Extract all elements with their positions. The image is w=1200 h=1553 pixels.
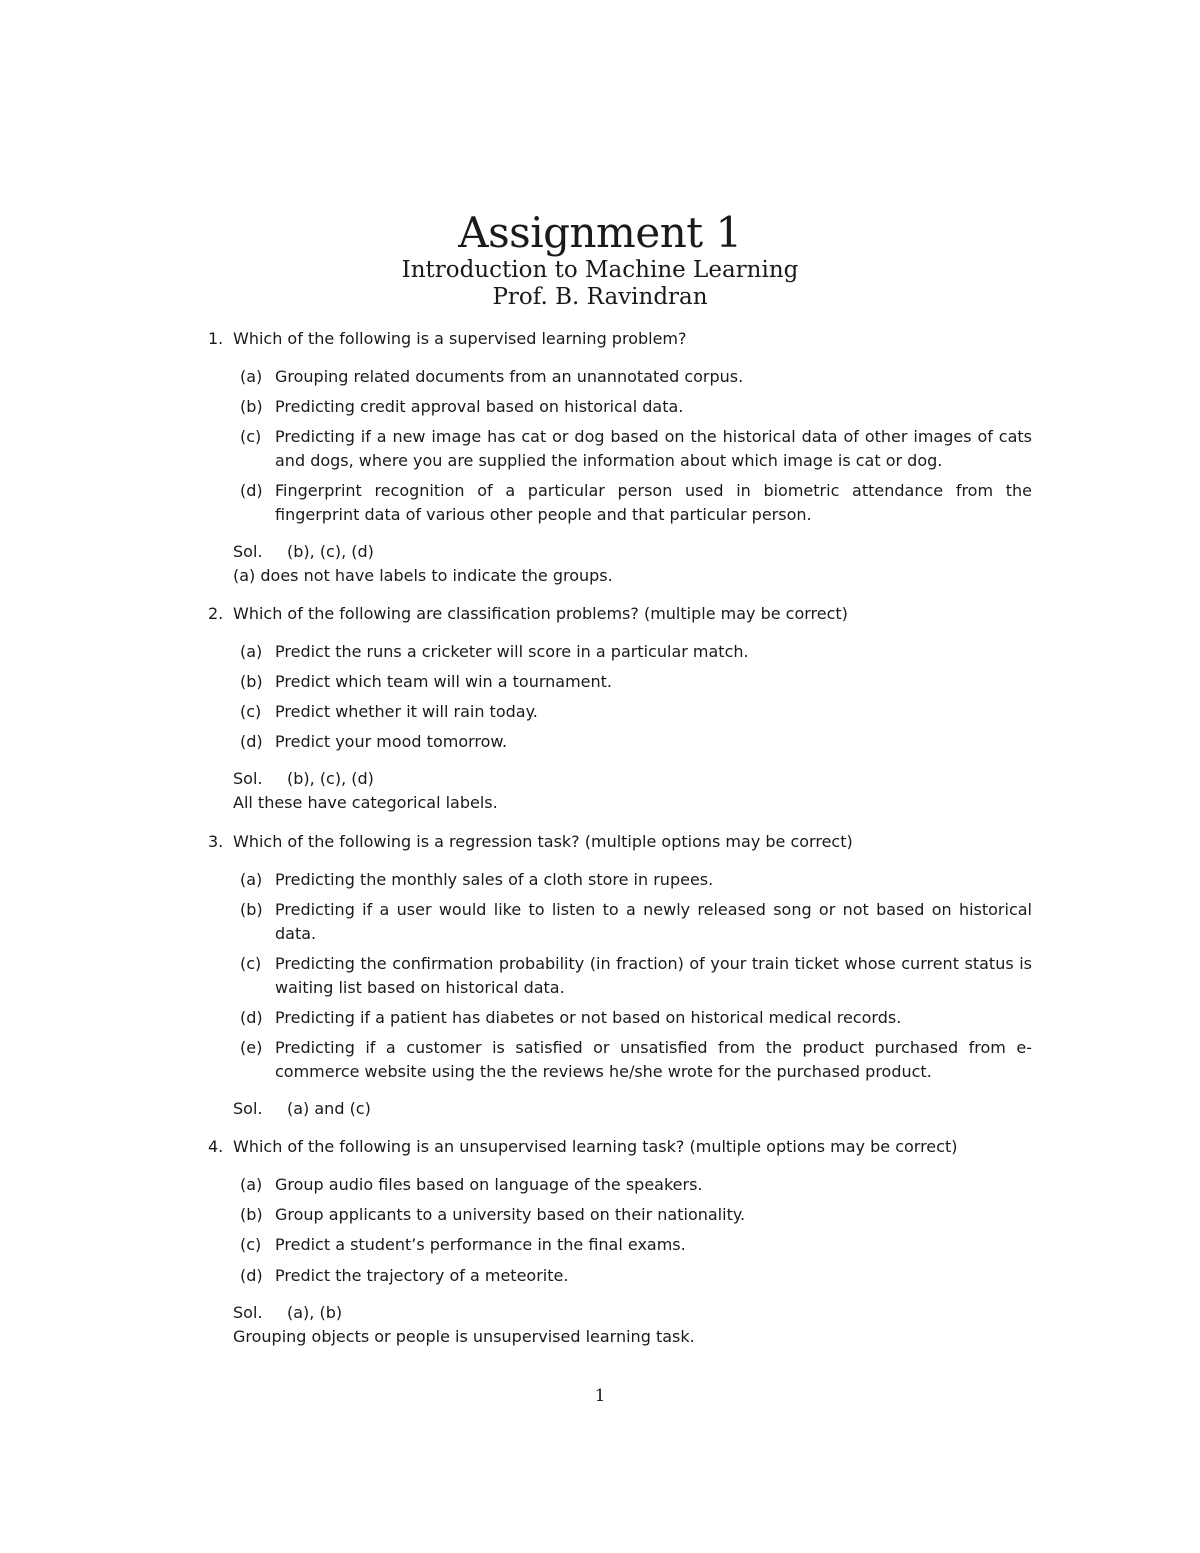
page-title: Assignment 1 — [458, 208, 742, 257]
option-label: (b) — [240, 397, 263, 416]
option-label: (a) — [240, 870, 263, 889]
option-text: Predicting if a user would like to listen to a newly released song or not based on historical data. — [275, 900, 1032, 943]
option-text: Predict whether it will rain today. — [275, 702, 538, 721]
option-text: Predict a student’s performance in the final exams. — [275, 1235, 686, 1254]
solution-label: Sol. — [233, 1099, 263, 1118]
option-text: Group applicants to a university based on their nationality. — [275, 1205, 746, 1224]
option-label: (c) — [240, 1235, 262, 1254]
question-number: 2. — [208, 604, 224, 623]
option-label: (c) — [240, 427, 262, 446]
solution-answer: (a), (b) — [287, 1303, 343, 1322]
option-text: Predict your mood tomorrow. — [275, 732, 508, 751]
solution-answer: (b), (c), (d) — [287, 542, 374, 561]
option-label: (b) — [240, 900, 263, 919]
question-text: Which of the following is a regression task? (multiple options may be correct) — [233, 832, 853, 851]
option-text: Predicting the confirmation probability (in fraction) of your train ticket whose current status is waiting list based on historical data. — [275, 954, 1032, 997]
option-label: (a) — [240, 367, 263, 386]
option-label: (e) — [240, 1038, 263, 1057]
option-label: (b) — [240, 1205, 263, 1224]
question-number: 4. — [208, 1137, 224, 1156]
instructor-name: Prof. B. Ravindran — [492, 284, 708, 310]
question-text: Which of the following is an unsupervised learning task? (multiple options may be correct) — [233, 1137, 958, 1156]
solution-line — [233, 768, 374, 790]
option-label: (d) — [240, 1266, 263, 1285]
question-number: 3. — [208, 832, 224, 851]
option-label: (d) — [240, 1008, 263, 1027]
option-label: (d) — [240, 481, 263, 500]
solution-answer: (a) and (c) — [287, 1099, 371, 1118]
option-text: Predict which team will win a tournament. — [275, 672, 613, 691]
option-text: Predicting if a customer is satisfied or unsatisfied from the product purchased from e-commerce website using the the reviews he/she wrote for the purchased product. — [275, 1038, 1032, 1081]
solution-explanation: All these have categorical labels. — [233, 793, 498, 812]
solution-explanation: (a) does not have labels to indicate the groups. — [233, 566, 613, 585]
option-text: Predict the runs a cricketer will score in a particular match. — [275, 642, 749, 661]
option-label: (d) — [240, 732, 263, 751]
option-label: (c) — [240, 702, 262, 721]
option-text: Group audio files based on language of the speakers. — [275, 1175, 703, 1194]
option-label: (b) — [240, 672, 263, 691]
option-text: Grouping related documents from an unannotated corpus. — [275, 367, 744, 386]
solution-line — [233, 541, 374, 563]
solution-answer: (b), (c), (d) — [287, 769, 374, 788]
option-text: Predicting credit approval based on historical data. — [275, 397, 684, 416]
course-name: Introduction to Machine Learning — [401, 257, 799, 283]
question-text: Which of the following are classification problems? (multiple may be correct) — [233, 604, 848, 623]
solution-explanation: Grouping objects or people is unsupervised learning task. — [233, 1327, 695, 1346]
option-label: (a) — [240, 1175, 263, 1194]
option-label: (a) — [240, 642, 263, 661]
option-text: Predicting the monthly sales of a cloth store in rupees. — [275, 870, 714, 889]
solution-label: Sol. — [233, 769, 263, 788]
option-text: Predicting if a new image has cat or dog based on the historical data of other images of cats and dogs, where you are supplied the information about which image is cat or dog. — [275, 427, 1032, 470]
solution-line — [233, 1098, 371, 1120]
option-label: (c) — [240, 954, 262, 973]
solution-label: Sol. — [233, 542, 263, 561]
option-text: Predict the trajectory of a meteorite. — [275, 1266, 569, 1285]
option-text: Fingerprint recognition of a particular person used in biometric attendance from the fingerprint data of various other people and that particular person. — [275, 481, 1032, 524]
question-text: Which of the following is a supervised learning problem? — [233, 329, 687, 348]
question-number: 1. — [208, 329, 224, 348]
solution-line — [233, 1302, 342, 1324]
option-text: Predicting if a patient has diabetes or not based on historical medical records. — [275, 1008, 902, 1027]
page-number: 1 — [594, 1386, 606, 1406]
solution-label: Sol. — [233, 1303, 263, 1322]
